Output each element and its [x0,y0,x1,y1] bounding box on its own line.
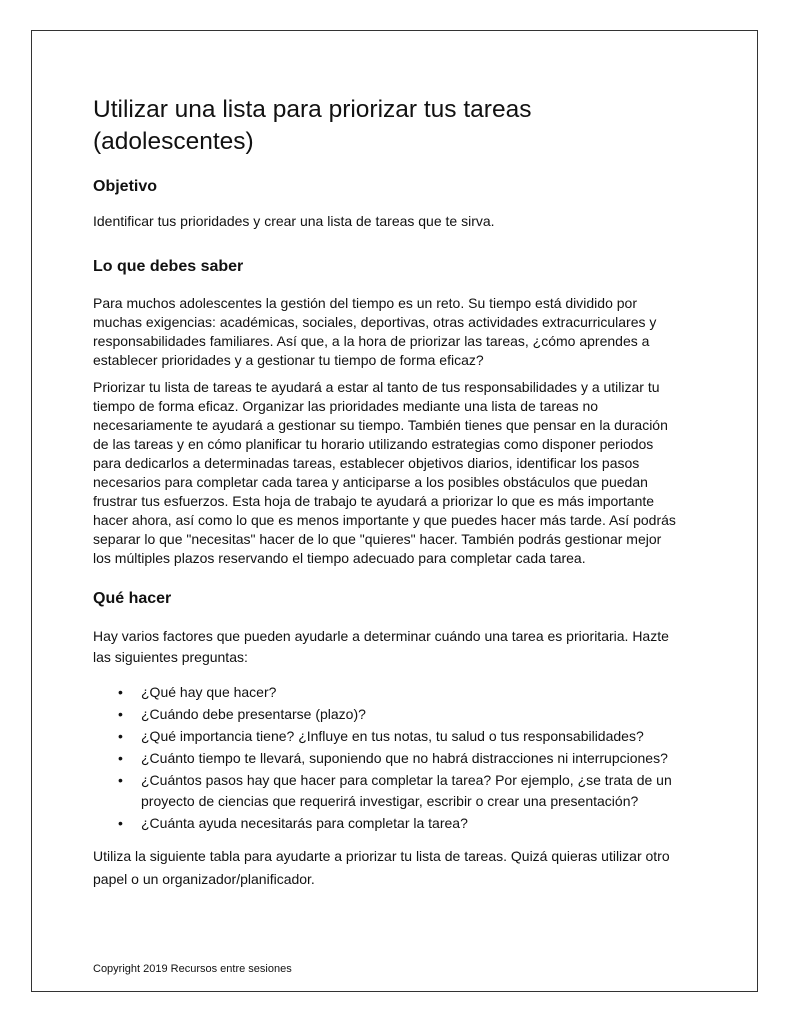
list-item: • ¿Qué hay que hacer? [141,682,683,703]
footer-copyright: Copyright 2019 Recursos entre sesiones [93,963,292,975]
closing-text: Utiliza la siguiente tabla para ayudarte a priorizar tu lista de tareas. Quizá quieras utilizar otro papel o un organizador/planificador. [93,848,670,887]
list-item: • ¿Cuánto tiempo te llevará, suponiendo que no habrá distracciones ni interrupciones? [141,748,683,769]
todo-heading: Qué hacer [93,590,172,607]
objective-heading: Objetivo [93,178,158,195]
list-item: • ¿Cuántos pasos hay que hacer para completar la tarea? Por ejemplo, ¿se trata de un proyecto de ciencias que requerirá investigar, escribir o crear una presentación? [141,770,683,812]
know-paragraph-1: Para muchos adolescentes la gestión del tiempo es un reto. Su tiempo está dividido por muchas exigencias: académicas, sociales, deportivas, otras actividades extracurriculares y responsabilidades familiares. Así que, a la hora de priorizar las tareas, ¿cómo aprendes a establecer prioridades y a gestionar tu tiempo de forma eficaz? [93,295,657,368]
question-list [93,682,683,834]
list-item: • ¿Qué importancia tiene? ¿Influye en tus notas, tu salud o tus responsabilidades? [141,726,683,747]
objective-text: Identificar tus prioridades y crear una lista de tareas que te sirva. [93,213,495,229]
list-item: • ¿Cuánta ayuda necesitarás para completar la tarea? [141,813,683,834]
know-paragraph-2: Priorizar tu lista de tareas te ayudará a estar al tanto de tus responsabilidades y a utilizar tu tiempo de forma eficaz. Organizar las prioridades mediante una lista de tareas no necesariamente te ayudará a gestionar su tiempo. También tienes que pensar en la duración de las tareas y en cómo planificar tu horario utilizando estrategias como disponer periodos para dedicarlos a determinadas tareas, establecer objetivos diarios, identificar los pasos necesarios para completar cada tarea y anticiparse a los posibles obstáculos que puedan frustrar tus esfuerzos. Esta hoja de trabajo te ayudará a priorizar lo que es más importante hacer ahora, así como lo que es menos importante y que puedes hacer más tarde. Así podrás separar lo que "necesitas" hacer de lo que "quieres" hacer. También podrás gestionar mejor los múltiples plazos reservando el tiempo adecuado para completar cada tarea. [93,379,676,566]
know-heading: Lo que debes saber [93,258,244,275]
document-body [93,94,683,891]
todo-intro: Hay varios factores que pueden ayudarle a determinar cuándo una tarea es prioritaria. Hazte las siguientes preguntas: [93,628,669,665]
list-item: • ¿Cuándo debe presentarse (plazo)? [141,704,683,725]
page-title: Utilizar una lista para priorizar tus tareas (adolescentes) [93,96,532,155]
